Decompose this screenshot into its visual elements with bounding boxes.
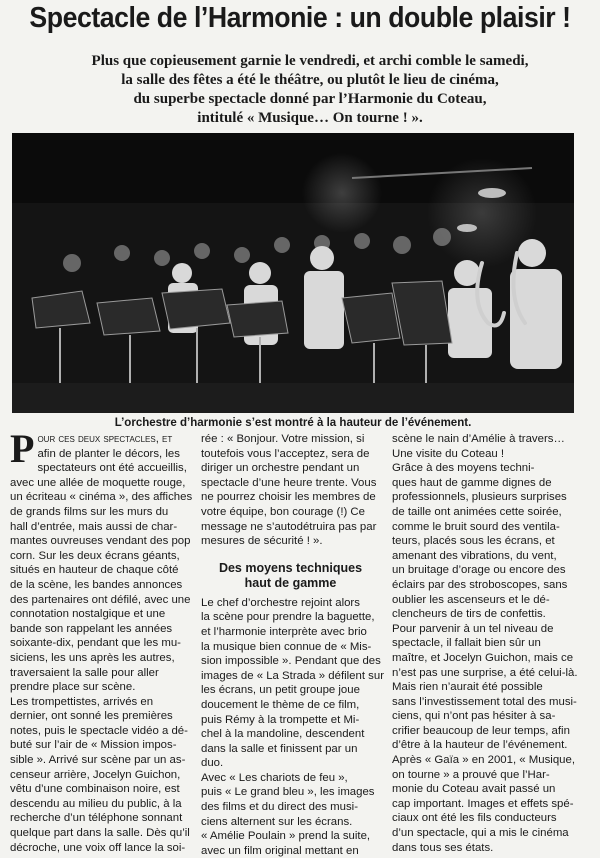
text-line: ne pourrez choisir les membres de — [201, 491, 376, 504]
text-line: de grands films sur les murs du — [10, 505, 169, 518]
text-line: our ces deux spectacles, et — [37, 433, 173, 445]
text-line: de la scène, les bandes annonces — [10, 578, 183, 591]
text-line: de taille ont animées cette soirée, — [392, 505, 562, 518]
text-line: Grâce à des moyens techni- — [392, 462, 535, 475]
text-line: les écrans, un petit groupe joue — [201, 684, 360, 697]
text-line: spectacle d’une heure trente. Vous — [201, 476, 377, 489]
text-line: d’être à la hauteur de l’événement. — [392, 739, 568, 752]
text-line: situés en hauteur de chaque côté — [10, 564, 179, 577]
text-line: comme le bruit sourd des ventila- — [392, 520, 560, 533]
text-line: dans la salle et finissent par un — [201, 742, 358, 755]
text-line: censeur arrière, Jocelyn Guichon, — [10, 768, 181, 781]
text-line: message ne s’autodétruira pas par — [201, 520, 377, 533]
text-line: des films et du direct des musi- — [201, 801, 358, 814]
deck-line: Plus que copieusement garnie le vendredi, et archi comble le samedi, — [91, 53, 529, 69]
text-line: maître, et Jocelyn Guichon, mais ce — [392, 651, 574, 664]
text-line: images de « La Strada » défilent sur — [201, 669, 384, 682]
text-line: sion impossible ». Pendant que des — [201, 655, 381, 668]
text-line: scène le nain d’Amélie à travers… — [392, 433, 565, 445]
text-line: traversaient la salle pour aller — [10, 666, 159, 679]
text-line: avec un film original mettant en — [201, 844, 359, 857]
text-line: éclairs par des stroboscopes, sans — [392, 578, 568, 591]
text-line: duo. — [201, 757, 224, 770]
article-column-1 — [10, 426, 193, 855]
text-line: corn. Sur les deux écrans géants, — [10, 549, 180, 562]
text-line: spectacle, il fallait bien sûr un — [392, 637, 541, 650]
text-line: ciens alternent sur les écrans. — [201, 815, 353, 828]
deck-line: du superbe spectacle donné par l’Harmonie du Coteau, — [133, 91, 487, 107]
deck — [40, 52, 580, 128]
text-line: un bruitage d’orage ou encore des — [392, 564, 566, 577]
text-line: mesures de sécurité ! ». — [201, 535, 323, 548]
text-line: et l’harmonie interprète avec brio — [201, 625, 367, 638]
text-line: chel à la mandoline, descendent — [201, 728, 365, 741]
text-line: Avec « Les chariots de feu », — [201, 771, 348, 784]
text-line: prendre place sur scène. — [10, 681, 136, 694]
text-line: crifier beaucoup de leur temps, afin — [392, 724, 570, 737]
text-line: n’est pas une surprise, a été celui-là. — [392, 666, 578, 679]
text-line: descendu au milieu du public, à la — [10, 797, 182, 810]
text-line: mantes ouvreuses vendant des pop — [10, 535, 191, 548]
text-line: sans l’investissement total des musi- — [392, 695, 577, 708]
text-line: ques haut de gamme dignes de — [392, 476, 552, 489]
text-line: vêtu d’une combinaison noire, est — [10, 783, 180, 796]
text-line: diriger un orchestre pendant un — [201, 462, 360, 475]
text-line: « Amélie Poulain » prend la suite, — [201, 830, 371, 843]
text-line: quelque part dans la salle. Dès qu’il — [10, 827, 190, 840]
drop-cap: P — [10, 426, 35, 471]
text-line: monie du Coteau avait passé un — [392, 783, 556, 796]
text-line: doucement le thème de ce film, — [201, 698, 360, 711]
text-line: un écriteau « cinéma », des affiches — [10, 491, 193, 504]
text-line: Le chef d’orchestre rejoint alors — [201, 596, 360, 609]
text-line: d’un spectacle, qui a mis le cinéma — [392, 827, 569, 840]
text-line: des partenaires ont défilé, avec une — [10, 593, 191, 606]
text-line: cap important. Images et effets spé- — [392, 797, 574, 810]
text-line: buté sur l’air de « Mission impos- — [10, 739, 177, 752]
text-line: rée : « Bonjour. Votre mission, si — [201, 433, 365, 445]
headline: Spectacle de l’Harmonie : un double plaisir ! — [29, 2, 571, 34]
text-line: clencheurs de tirs de confettis. — [392, 608, 546, 621]
text-line: Pour parvenir à un tel niveau de — [392, 622, 554, 635]
article-column-2 — [201, 432, 384, 858]
text-line: sible ». Arrivé sur scène par un as- — [10, 754, 186, 767]
text-line: décroche, une voix off lance la soi- — [10, 841, 186, 854]
text-line: toutefois vous l’acceptez, sera de — [201, 447, 370, 460]
text-line: spectateurs ont été accueillis, — [37, 462, 187, 475]
text-line: professionnels, plusieurs surprises — [392, 491, 567, 504]
text-line: soixante-dix, pendant que les mu- — [10, 637, 181, 650]
text-line: recherche d’un téléphone sonnant — [10, 812, 183, 825]
photo-caption: L’orchestre d’harmonie s’est montré à la hauteur de l’événement. — [114, 415, 472, 429]
text-line: connotation nostalgique et une — [10, 608, 166, 621]
text-line: siciens, les uns après les autres, — [10, 651, 175, 664]
text-line: la scène pour prendre la baguette, — [201, 611, 375, 624]
text-line: Après « Gaïa » en 2001, « Musique, — [392, 754, 576, 767]
text-line: ciens, qui n’ont pas hésiter à sa- — [392, 710, 556, 723]
text-line: teurs, placés sous les écrans, et — [392, 535, 555, 548]
subheading: Des moyens techniques — [218, 560, 363, 575]
subheading: haut de gamme — [244, 575, 337, 590]
deck-line: intitulé « Musique… On tourne ! ». — [197, 110, 423, 126]
text-line: avec une allée de moquette rouge, — [10, 476, 186, 489]
text-line: Une visite du Coteau ! — [392, 447, 505, 460]
article-column-3 — [392, 432, 583, 855]
text-line: dans tous ses états. — [392, 841, 494, 854]
text-line: votre équipe, bon courage (!) Ce — [201, 505, 365, 518]
text-line: puis « Le grand bleu », les images — [201, 786, 375, 799]
text-line: Les trompettistes, arrivés en — [10, 695, 154, 708]
text-line: dernier, ont sonné les premières — [10, 710, 173, 723]
text-line: afin de planter le décors, les — [37, 447, 180, 460]
text-line: ciaux ont été les fils conducteurs — [392, 812, 557, 825]
text-line: bande son rappelant les années — [10, 622, 173, 635]
text-line: amenant des vibrations, du vent, — [392, 549, 557, 562]
orchestra-photo-illustration — [12, 133, 574, 413]
text-line: Mais rien n’aurait été possible — [392, 681, 543, 694]
text-line: oublier les ascenseurs et le dé- — [392, 593, 550, 606]
text-line: hall d’entrée, mais aussi de char- — [10, 520, 178, 533]
text-line: la musique bien connue de « Mis- — [201, 640, 372, 653]
text-line: notes, puis le spectacle vidéo a dé- — [10, 724, 188, 737]
text-line: puis Rémy à la trompette et Mi- — [201, 713, 360, 726]
orchestra-photo — [12, 133, 574, 413]
deck-line: la salle des fêtes a été le théâtre, ou plutôt le lieu de cinéma, — [121, 72, 499, 88]
text-line: on tourne » a prouvé que l’Har- — [392, 768, 550, 781]
